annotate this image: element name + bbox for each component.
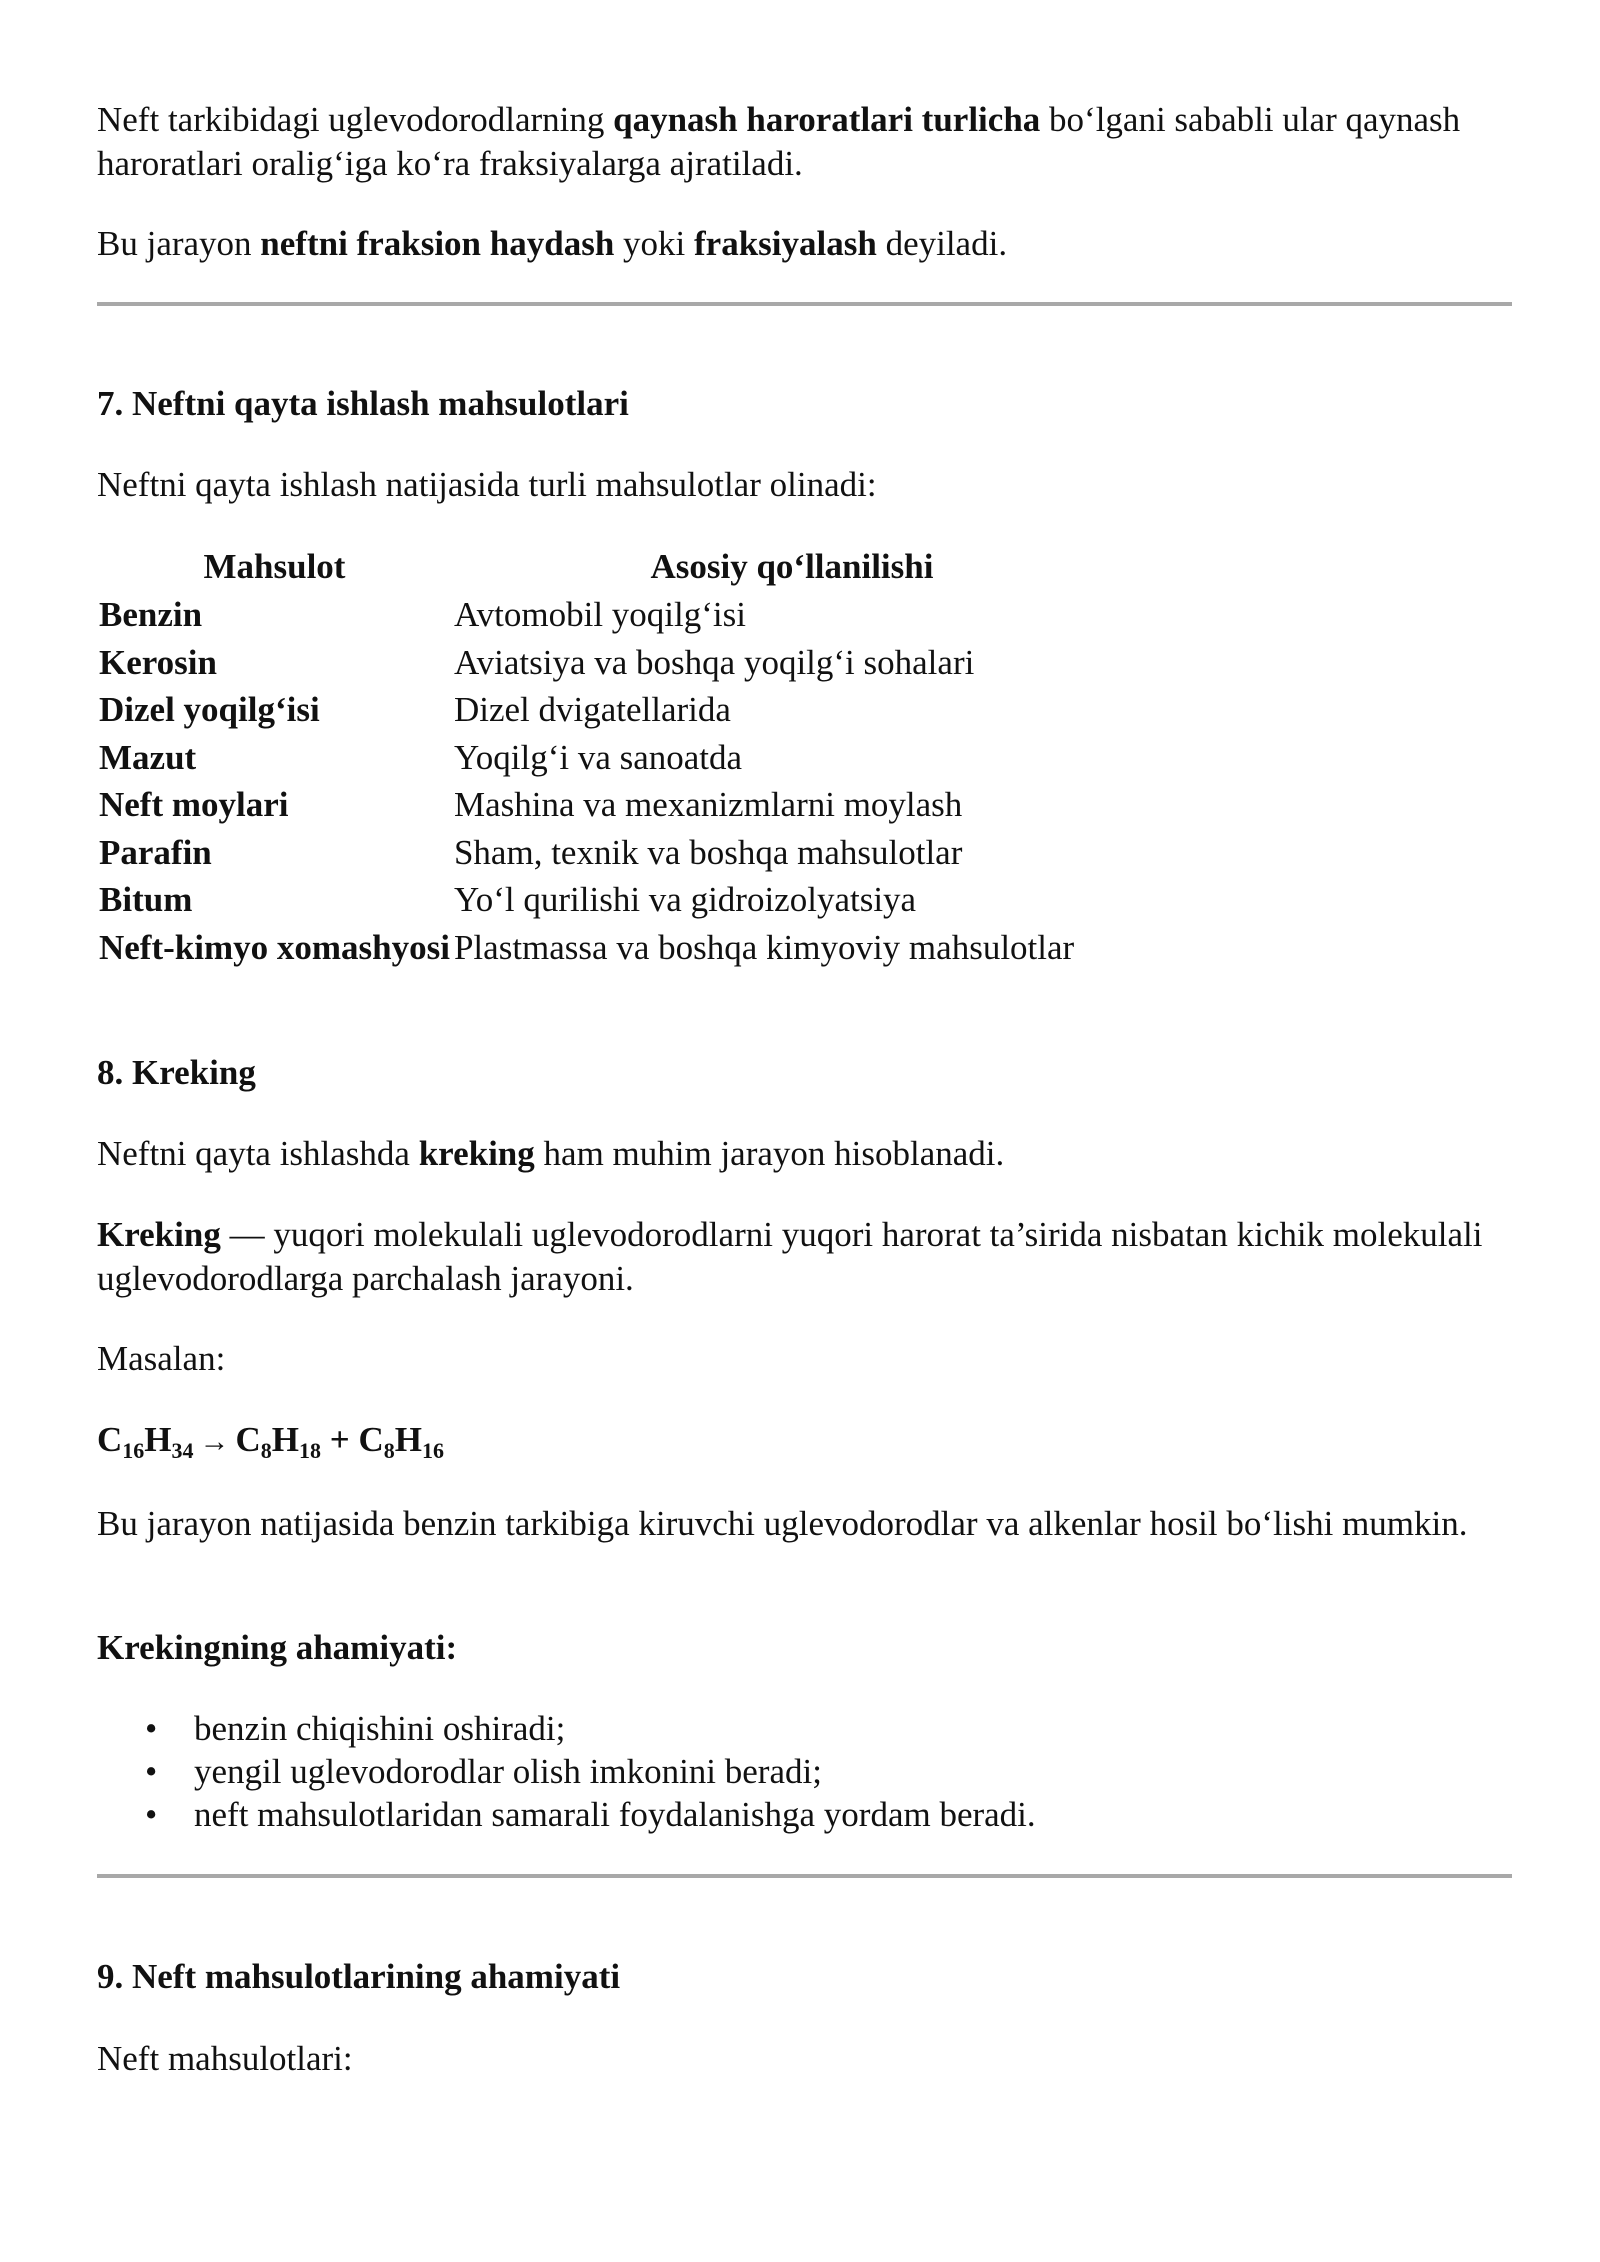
bold-term: neftni fraksion haydash: [260, 224, 615, 263]
example-label: Masalan:: [97, 1339, 226, 1378]
product-use: Mashina va mexanizmlarni moylash: [453, 785, 963, 824]
section-divider: [97, 1874, 1512, 1878]
product-use: Yo‘l qurilishi va gidroizolyatsiya: [453, 880, 917, 919]
product-use: Yoqilg‘i va sanoatda: [453, 737, 743, 777]
section-7-heading: 7. Neftni qayta ishlash mahsulotlari: [97, 384, 629, 423]
importance-heading: Krekingning ahamiyati:: [97, 1628, 458, 1667]
reaction-arrow: →: [199, 1425, 230, 1458]
section-9-heading: 9. Neft mahsulotlarining ahamiyati: [97, 1957, 621, 1996]
section-7-lead: Neftni qayta ishlash natijasida turli mahsulotlar olinadi:: [97, 465, 877, 504]
formula-symbol: H: [144, 1420, 172, 1459]
text-run: deyiladi.: [876, 224, 1008, 263]
plus-sign: +: [329, 1420, 350, 1459]
table-row: [97, 781, 1132, 829]
section-9-lead: Neft mahsulotlari:: [97, 2039, 353, 2078]
text-run: bo‘lgani sababli ular qaynash haroratlari oralig‘iga ko‘ra fraksiyalarga ajratiladi.: [97, 100, 1461, 183]
product-use: Sham, texnik va boshqa mahsulotlar: [453, 832, 963, 872]
formula-subscript: 8: [260, 1438, 272, 1463]
text-run: Bu jarayon: [97, 224, 261, 263]
section-divider: [97, 302, 1512, 306]
table-row: [97, 591, 1132, 639]
formula-subscript: 34: [171, 1438, 194, 1463]
formula-symbol: H: [271, 1420, 300, 1459]
table-row: [97, 686, 1132, 734]
intro-paragraph-1: [97, 98, 1512, 186]
bullet-icon: •: [145, 1709, 158, 1748]
product-name: Benzin: [99, 595, 203, 634]
text-run: — yuqori molekulali uglevodorodlarni yuqori harorat ta’sirida nisbatan kichik molekulali uglevodorodlarga parchalash jarayoni.: [97, 1215, 1483, 1298]
products-table: [97, 543, 1132, 971]
bold-term: qaynash haroratlari turlicha: [613, 100, 1041, 139]
importance-list: [97, 1707, 1512, 1836]
product-name: Bitum: [99, 880, 193, 919]
formula-subscript: 8: [383, 1438, 395, 1463]
section-8-paragraph-1: [97, 1132, 1512, 1176]
product-name: Kerosin: [99, 642, 217, 682]
section-8-heading: 8. Kreking: [97, 1053, 256, 1092]
text-run: Neft tarkibidagi uglevodorodlarning: [97, 100, 614, 139]
table-row: [97, 639, 1132, 687]
formula-subscript: 16: [122, 1438, 145, 1463]
bullet-icon: •: [145, 1752, 158, 1791]
list-item: [97, 1793, 1512, 1836]
formula-symbol: C: [97, 1420, 123, 1459]
section-8-definition: [97, 1213, 1512, 1301]
formula-symbol: H: [394, 1420, 422, 1459]
formula-subscript: 18: [299, 1438, 322, 1463]
list-item-text: benzin chiqishini oshiradi;: [194, 1709, 566, 1748]
text-run: yoki: [614, 224, 695, 263]
bold-term: fraksiyalash: [694, 224, 877, 263]
formula-symbol: C: [358, 1420, 384, 1459]
table-row: [97, 876, 1132, 924]
intro-paragraph-2: [97, 222, 1512, 266]
product-name: Neft moylari: [99, 785, 289, 824]
formula-symbol: C: [235, 1420, 261, 1459]
product-name: Neft-kimyo xomashyosi: [99, 927, 450, 967]
product-use: Aviatsiya va boshqa yoqilg‘i sohalari: [453, 642, 975, 682]
product-use: Dizel dvigatellarida: [453, 690, 731, 729]
bold-term: kreking: [418, 1134, 535, 1173]
table-row: [97, 734, 1132, 782]
column-header-product: Mahsulot: [203, 547, 346, 586]
table-header-row: [97, 543, 1132, 591]
product-name: Dizel yoqilg‘isi: [99, 690, 320, 729]
text-run: Neftni qayta ishlashda: [97, 1134, 419, 1173]
bold-term: Kreking: [97, 1215, 221, 1254]
formula-subscript: 16: [422, 1438, 444, 1463]
table-row: [97, 829, 1132, 877]
product-use: Plastmassa va boshqa kimyoviy mahsulotlar: [453, 927, 1075, 967]
list-item: [97, 1707, 1512, 1750]
product-name: Parafin: [99, 832, 212, 872]
list-item-text: yengil uglevodorodlar olish imkonini beradi;: [194, 1752, 822, 1791]
cracking-equation: [97, 1418, 1512, 1462]
bullet-icon: •: [145, 1795, 158, 1834]
text-run: ham muhim jarayon hisoblanadi.: [534, 1134, 1005, 1173]
product-use: Avtomobil yoqilg‘isi: [453, 595, 746, 634]
list-item-text: neft mahsulotlaridan samarali foydalanishga yordam beradi.: [194, 1795, 1036, 1834]
table-row: [97, 924, 1132, 972]
product-name: Mazut: [99, 737, 197, 777]
column-header-use: Asosiy qo‘llanilishi: [650, 547, 934, 586]
list-item: [97, 1750, 1512, 1793]
section-8-paragraph-3: Bu jarayon natijasida benzin tarkibiga kiruvchi uglevodorodlar va alkenlar hosil bo‘lishi mumkin.: [97, 1504, 1468, 1543]
